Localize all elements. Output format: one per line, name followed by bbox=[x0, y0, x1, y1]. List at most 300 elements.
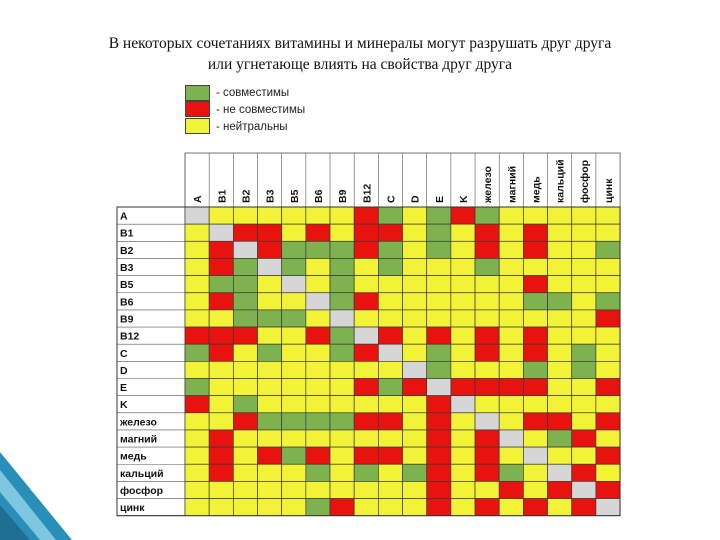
cell-3-17 bbox=[596, 258, 620, 275]
cell-9-17 bbox=[596, 361, 620, 378]
cell-17-12 bbox=[475, 499, 499, 516]
cell-8-8 bbox=[378, 344, 402, 361]
cell-13-8 bbox=[378, 430, 402, 447]
cell-4-0 bbox=[185, 276, 209, 293]
cell-14-15 bbox=[548, 447, 572, 464]
cell-14-14 bbox=[523, 447, 547, 464]
cell-5-5 bbox=[306, 293, 330, 310]
cell-7-12 bbox=[475, 327, 499, 344]
row-label: E bbox=[120, 382, 128, 395]
cell-2-5 bbox=[306, 241, 330, 258]
cell-0-0 bbox=[185, 207, 209, 224]
row-label: A bbox=[120, 210, 128, 223]
cell-0-8 bbox=[378, 207, 402, 224]
cell-7-3 bbox=[258, 327, 282, 344]
cell-3-7 bbox=[354, 258, 378, 275]
cell-17-16 bbox=[572, 499, 596, 516]
cell-1-16 bbox=[572, 224, 596, 241]
cell-13-15 bbox=[548, 430, 572, 447]
cell-8-4 bbox=[282, 344, 306, 361]
cell-12-10 bbox=[427, 413, 451, 430]
cell-5-11 bbox=[451, 293, 475, 310]
cell-8-1 bbox=[209, 344, 233, 361]
cell-11-13 bbox=[499, 396, 523, 413]
cell-5-17 bbox=[596, 293, 620, 310]
cell-16-15 bbox=[548, 481, 572, 498]
cell-6-8 bbox=[378, 310, 402, 327]
cell-7-10 bbox=[427, 327, 451, 344]
cell-14-1 bbox=[209, 447, 233, 464]
cell-9-6 bbox=[330, 361, 354, 378]
column-label: железо bbox=[482, 166, 495, 203]
cell-6-15 bbox=[548, 310, 572, 327]
cell-5-10 bbox=[427, 293, 451, 310]
cell-15-13 bbox=[499, 464, 523, 481]
cell-14-6 bbox=[330, 447, 354, 464]
cell-2-6 bbox=[330, 241, 354, 258]
cell-4-5 bbox=[306, 276, 330, 293]
cell-17-3 bbox=[258, 499, 282, 516]
cell-1-11 bbox=[451, 224, 475, 241]
cell-7-11 bbox=[451, 327, 475, 344]
cell-4-12 bbox=[475, 276, 499, 293]
cell-10-1 bbox=[209, 379, 233, 396]
cell-16-5 bbox=[306, 481, 330, 498]
column-label: цинк bbox=[602, 178, 615, 203]
column-label: D bbox=[409, 195, 422, 203]
cell-4-17 bbox=[596, 276, 620, 293]
cell-7-9 bbox=[403, 327, 427, 344]
column-label: K bbox=[457, 195, 470, 203]
cell-2-8 bbox=[378, 241, 402, 258]
cell-7-5 bbox=[306, 327, 330, 344]
title-line-1: В некоторых сочетаниях витамины и минералы могут разрушать друг друга bbox=[108, 35, 612, 52]
cell-2-4 bbox=[282, 241, 306, 258]
cell-6-7 bbox=[354, 310, 378, 327]
cell-6-13 bbox=[499, 310, 523, 327]
cell-16-1 bbox=[209, 481, 233, 498]
cell-7-1 bbox=[209, 327, 233, 344]
cell-3-8 bbox=[378, 258, 402, 275]
cell-3-10 bbox=[427, 258, 451, 275]
cell-0-11 bbox=[451, 207, 475, 224]
row-label: B5 bbox=[120, 279, 134, 292]
row-label: B6 bbox=[120, 296, 134, 309]
cell-9-5 bbox=[306, 361, 330, 378]
cell-8-15 bbox=[548, 344, 572, 361]
row-label: фосфор bbox=[120, 484, 164, 497]
cell-0-4 bbox=[282, 207, 306, 224]
cell-0-10 bbox=[427, 207, 451, 224]
cell-7-16 bbox=[572, 327, 596, 344]
cell-10-0 bbox=[185, 379, 209, 396]
cell-16-10 bbox=[427, 481, 451, 498]
cell-3-2 bbox=[233, 258, 257, 275]
column-label: B3 bbox=[264, 189, 277, 203]
cell-10-10 bbox=[427, 379, 451, 396]
cell-15-9 bbox=[403, 464, 427, 481]
cell-12-8 bbox=[378, 413, 402, 430]
cell-12-9 bbox=[403, 413, 427, 430]
cell-9-8 bbox=[378, 361, 402, 378]
cell-0-5 bbox=[306, 207, 330, 224]
cell-2-9 bbox=[403, 241, 427, 258]
cell-5-2 bbox=[233, 293, 257, 310]
cell-10-16 bbox=[572, 379, 596, 396]
cell-3-0 bbox=[185, 258, 209, 275]
cell-2-13 bbox=[499, 241, 523, 258]
cell-11-9 bbox=[403, 396, 427, 413]
cell-2-2 bbox=[233, 241, 257, 258]
cell-10-3 bbox=[258, 379, 282, 396]
cell-9-10 bbox=[427, 361, 451, 378]
cell-8-6 bbox=[330, 344, 354, 361]
cell-12-6 bbox=[330, 413, 354, 430]
cell-17-7 bbox=[354, 499, 378, 516]
row-label: магний bbox=[120, 433, 158, 446]
cell-12-11 bbox=[451, 413, 475, 430]
cell-13-6 bbox=[330, 430, 354, 447]
cell-13-4 bbox=[282, 430, 306, 447]
cell-5-16 bbox=[572, 293, 596, 310]
cell-17-11 bbox=[451, 499, 475, 516]
cell-15-10 bbox=[427, 464, 451, 481]
cell-10-12 bbox=[475, 379, 499, 396]
cell-15-16 bbox=[572, 464, 596, 481]
cell-7-6 bbox=[330, 327, 354, 344]
cell-0-2 bbox=[233, 207, 257, 224]
cell-13-5 bbox=[306, 430, 330, 447]
cell-10-13 bbox=[499, 379, 523, 396]
cell-6-9 bbox=[403, 310, 427, 327]
cell-1-9 bbox=[403, 224, 427, 241]
cell-3-13 bbox=[499, 258, 523, 275]
cell-0-9 bbox=[403, 207, 427, 224]
cell-4-14 bbox=[523, 276, 547, 293]
cell-6-11 bbox=[451, 310, 475, 327]
row-label: медь bbox=[120, 450, 147, 463]
row-label: железо bbox=[120, 416, 157, 429]
column-label: B6 bbox=[312, 189, 325, 203]
cell-8-0 bbox=[185, 344, 209, 361]
cell-8-16 bbox=[572, 344, 596, 361]
cell-16-8 bbox=[378, 481, 402, 498]
cell-8-17 bbox=[596, 344, 620, 361]
cell-1-13 bbox=[499, 224, 523, 241]
row-label: B9 bbox=[120, 313, 134, 326]
cell-2-16 bbox=[572, 241, 596, 258]
cell-1-14 bbox=[523, 224, 547, 241]
cell-11-2 bbox=[233, 396, 257, 413]
column-label: кальций bbox=[554, 159, 567, 203]
cell-16-13 bbox=[499, 481, 523, 498]
cell-12-17 bbox=[596, 413, 620, 430]
column-label: B2 bbox=[240, 189, 253, 203]
cell-16-6 bbox=[330, 481, 354, 498]
cell-1-3 bbox=[258, 224, 282, 241]
title-line-2: или угнетающе влиять на свойства друг друга bbox=[207, 56, 513, 73]
cell-12-15 bbox=[548, 413, 572, 430]
cell-16-2 bbox=[233, 481, 257, 498]
cell-1-10 bbox=[427, 224, 451, 241]
cell-13-10 bbox=[427, 430, 451, 447]
cell-8-13 bbox=[499, 344, 523, 361]
cell-4-4 bbox=[282, 276, 306, 293]
cell-11-8 bbox=[378, 396, 402, 413]
column-label: C bbox=[385, 195, 398, 203]
cell-12-2 bbox=[233, 413, 257, 430]
cell-8-7 bbox=[354, 344, 378, 361]
cell-7-0 bbox=[185, 327, 209, 344]
cell-14-2 bbox=[233, 447, 257, 464]
cell-10-6 bbox=[330, 379, 354, 396]
row-label: C bbox=[120, 347, 128, 360]
cell-10-9 bbox=[403, 379, 427, 396]
cell-3-16 bbox=[572, 258, 596, 275]
cell-17-5 bbox=[306, 499, 330, 516]
cell-16-4 bbox=[282, 481, 306, 498]
cell-9-11 bbox=[451, 361, 475, 378]
cell-13-13 bbox=[499, 430, 523, 447]
cell-3-11 bbox=[451, 258, 475, 275]
cell-5-3 bbox=[258, 293, 282, 310]
cell-0-15 bbox=[548, 207, 572, 224]
cell-5-9 bbox=[403, 293, 427, 310]
cell-14-13 bbox=[499, 447, 523, 464]
cell-9-14 bbox=[523, 361, 547, 378]
cell-3-5 bbox=[306, 258, 330, 275]
cell-6-0 bbox=[185, 310, 209, 327]
cell-4-1 bbox=[209, 276, 233, 293]
cell-1-15 bbox=[548, 224, 572, 241]
cell-8-12 bbox=[475, 344, 499, 361]
cell-11-0 bbox=[185, 396, 209, 413]
cell-17-15 bbox=[548, 499, 572, 516]
column-label: E bbox=[433, 195, 446, 203]
cell-13-7 bbox=[354, 430, 378, 447]
cell-15-17 bbox=[596, 464, 620, 481]
cell-12-16 bbox=[572, 413, 596, 430]
cell-10-8 bbox=[378, 379, 402, 396]
cell-8-10 bbox=[427, 344, 451, 361]
cell-17-9 bbox=[403, 499, 427, 516]
cell-13-11 bbox=[451, 430, 475, 447]
cell-0-13 bbox=[499, 207, 523, 224]
cell-11-5 bbox=[306, 396, 330, 413]
row-label: цинк bbox=[120, 502, 145, 515]
cell-11-17 bbox=[596, 396, 620, 413]
cell-10-7 bbox=[354, 379, 378, 396]
cell-15-5 bbox=[306, 464, 330, 481]
cell-6-6 bbox=[330, 310, 354, 327]
cell-17-17 bbox=[596, 499, 620, 516]
row-label: B1 bbox=[120, 227, 134, 240]
cell-9-2 bbox=[233, 361, 257, 378]
cell-6-3 bbox=[258, 310, 282, 327]
cell-13-0 bbox=[185, 430, 209, 447]
cell-1-8 bbox=[378, 224, 402, 241]
cell-17-4 bbox=[282, 499, 306, 516]
cell-15-12 bbox=[475, 464, 499, 481]
cell-0-3 bbox=[258, 207, 282, 224]
cell-3-9 bbox=[403, 258, 427, 275]
legend-label-neutral: - нейтральны bbox=[216, 120, 288, 133]
cell-11-14 bbox=[523, 396, 547, 413]
cell-10-2 bbox=[233, 379, 257, 396]
cell-2-7 bbox=[354, 241, 378, 258]
cell-5-1 bbox=[209, 293, 233, 310]
cell-13-16 bbox=[572, 430, 596, 447]
cell-9-13 bbox=[499, 361, 523, 378]
cell-7-13 bbox=[499, 327, 523, 344]
cell-2-12 bbox=[475, 241, 499, 258]
cell-5-8 bbox=[378, 293, 402, 310]
cell-12-3 bbox=[258, 413, 282, 430]
cell-11-16 bbox=[572, 396, 596, 413]
cell-4-8 bbox=[378, 276, 402, 293]
cell-16-11 bbox=[451, 481, 475, 498]
cell-17-8 bbox=[378, 499, 402, 516]
cell-14-9 bbox=[403, 447, 427, 464]
cell-14-4 bbox=[282, 447, 306, 464]
cell-10-15 bbox=[548, 379, 572, 396]
cell-11-6 bbox=[330, 396, 354, 413]
cell-0-12 bbox=[475, 207, 499, 224]
cell-16-12 bbox=[475, 481, 499, 498]
cell-4-6 bbox=[330, 276, 354, 293]
row-label: кальций bbox=[120, 467, 164, 480]
cell-15-4 bbox=[282, 464, 306, 481]
cell-14-17 bbox=[596, 447, 620, 464]
cell-9-16 bbox=[572, 361, 596, 378]
cell-11-3 bbox=[258, 396, 282, 413]
cell-4-15 bbox=[548, 276, 572, 293]
cell-4-3 bbox=[258, 276, 282, 293]
cell-3-1 bbox=[209, 258, 233, 275]
cell-6-1 bbox=[209, 310, 233, 327]
row-label: K bbox=[120, 399, 128, 412]
cell-1-0 bbox=[185, 224, 209, 241]
cell-14-16 bbox=[572, 447, 596, 464]
cell-2-1 bbox=[209, 241, 233, 258]
cell-4-2 bbox=[233, 276, 257, 293]
cell-2-10 bbox=[427, 241, 451, 258]
cell-16-3 bbox=[258, 481, 282, 498]
cell-16-14 bbox=[523, 481, 547, 498]
cell-13-1 bbox=[209, 430, 233, 447]
cell-2-14 bbox=[523, 241, 547, 258]
cell-14-3 bbox=[258, 447, 282, 464]
cell-15-8 bbox=[378, 464, 402, 481]
cell-16-17 bbox=[596, 481, 620, 498]
column-label: B1 bbox=[216, 189, 229, 203]
cell-2-15 bbox=[548, 241, 572, 258]
column-label: фосфор bbox=[578, 159, 591, 203]
cell-1-2 bbox=[233, 224, 257, 241]
cell-12-1 bbox=[209, 413, 233, 430]
cell-0-17 bbox=[596, 207, 620, 224]
cell-17-10 bbox=[427, 499, 451, 516]
cell-11-10 bbox=[427, 396, 451, 413]
cell-5-14 bbox=[523, 293, 547, 310]
cell-16-16 bbox=[572, 481, 596, 498]
cell-11-15 bbox=[548, 396, 572, 413]
cell-14-10 bbox=[427, 447, 451, 464]
cell-13-14 bbox=[523, 430, 547, 447]
cell-14-8 bbox=[378, 447, 402, 464]
cell-5-12 bbox=[475, 293, 499, 310]
cell-3-12 bbox=[475, 258, 499, 275]
cell-7-17 bbox=[596, 327, 620, 344]
cell-9-0 bbox=[185, 361, 209, 378]
legend-label-incompatible: - не совместимы bbox=[216, 103, 306, 116]
cell-2-11 bbox=[451, 241, 475, 258]
cell-15-2 bbox=[233, 464, 257, 481]
row-label: B2 bbox=[120, 244, 134, 257]
cell-6-5 bbox=[306, 310, 330, 327]
cell-3-6 bbox=[330, 258, 354, 275]
cell-17-14 bbox=[523, 499, 547, 516]
cell-17-1 bbox=[209, 499, 233, 516]
cell-13-2 bbox=[233, 430, 257, 447]
cell-10-14 bbox=[523, 379, 547, 396]
column-label: B9 bbox=[337, 189, 350, 203]
cell-4-10 bbox=[427, 276, 451, 293]
row-label: B12 bbox=[120, 330, 140, 343]
cell-12-5 bbox=[306, 413, 330, 430]
cell-13-17 bbox=[596, 430, 620, 447]
cell-0-16 bbox=[572, 207, 596, 224]
cell-6-16 bbox=[572, 310, 596, 327]
cell-11-12 bbox=[475, 396, 499, 413]
cell-15-15 bbox=[548, 464, 572, 481]
cell-10-11 bbox=[451, 379, 475, 396]
cell-0-1 bbox=[209, 207, 233, 224]
cell-3-15 bbox=[548, 258, 572, 275]
row-label: D bbox=[120, 364, 128, 377]
cell-8-3 bbox=[258, 344, 282, 361]
cell-4-16 bbox=[572, 276, 596, 293]
cell-11-11 bbox=[451, 396, 475, 413]
cell-17-6 bbox=[330, 499, 354, 516]
cell-5-4 bbox=[282, 293, 306, 310]
cell-6-10 bbox=[427, 310, 451, 327]
cell-2-17 bbox=[596, 241, 620, 258]
cell-1-12 bbox=[475, 224, 499, 241]
cell-3-4 bbox=[282, 258, 306, 275]
cell-7-7 bbox=[354, 327, 378, 344]
cell-5-0 bbox=[185, 293, 209, 310]
cell-1-1 bbox=[209, 224, 233, 241]
cell-16-9 bbox=[403, 481, 427, 498]
cell-15-11 bbox=[451, 464, 475, 481]
cell-9-9 bbox=[403, 361, 427, 378]
cell-9-12 bbox=[475, 361, 499, 378]
cell-4-9 bbox=[403, 276, 427, 293]
column-label: B12 bbox=[361, 183, 374, 203]
cell-8-5 bbox=[306, 344, 330, 361]
cell-9-15 bbox=[548, 361, 572, 378]
column-label: A bbox=[192, 195, 205, 203]
cell-12-7 bbox=[354, 413, 378, 430]
cell-13-3 bbox=[258, 430, 282, 447]
cell-3-14 bbox=[523, 258, 547, 275]
cell-13-12 bbox=[475, 430, 499, 447]
cell-15-0 bbox=[185, 464, 209, 481]
cell-9-1 bbox=[209, 361, 233, 378]
cell-2-3 bbox=[258, 241, 282, 258]
cell-12-12 bbox=[475, 413, 499, 430]
